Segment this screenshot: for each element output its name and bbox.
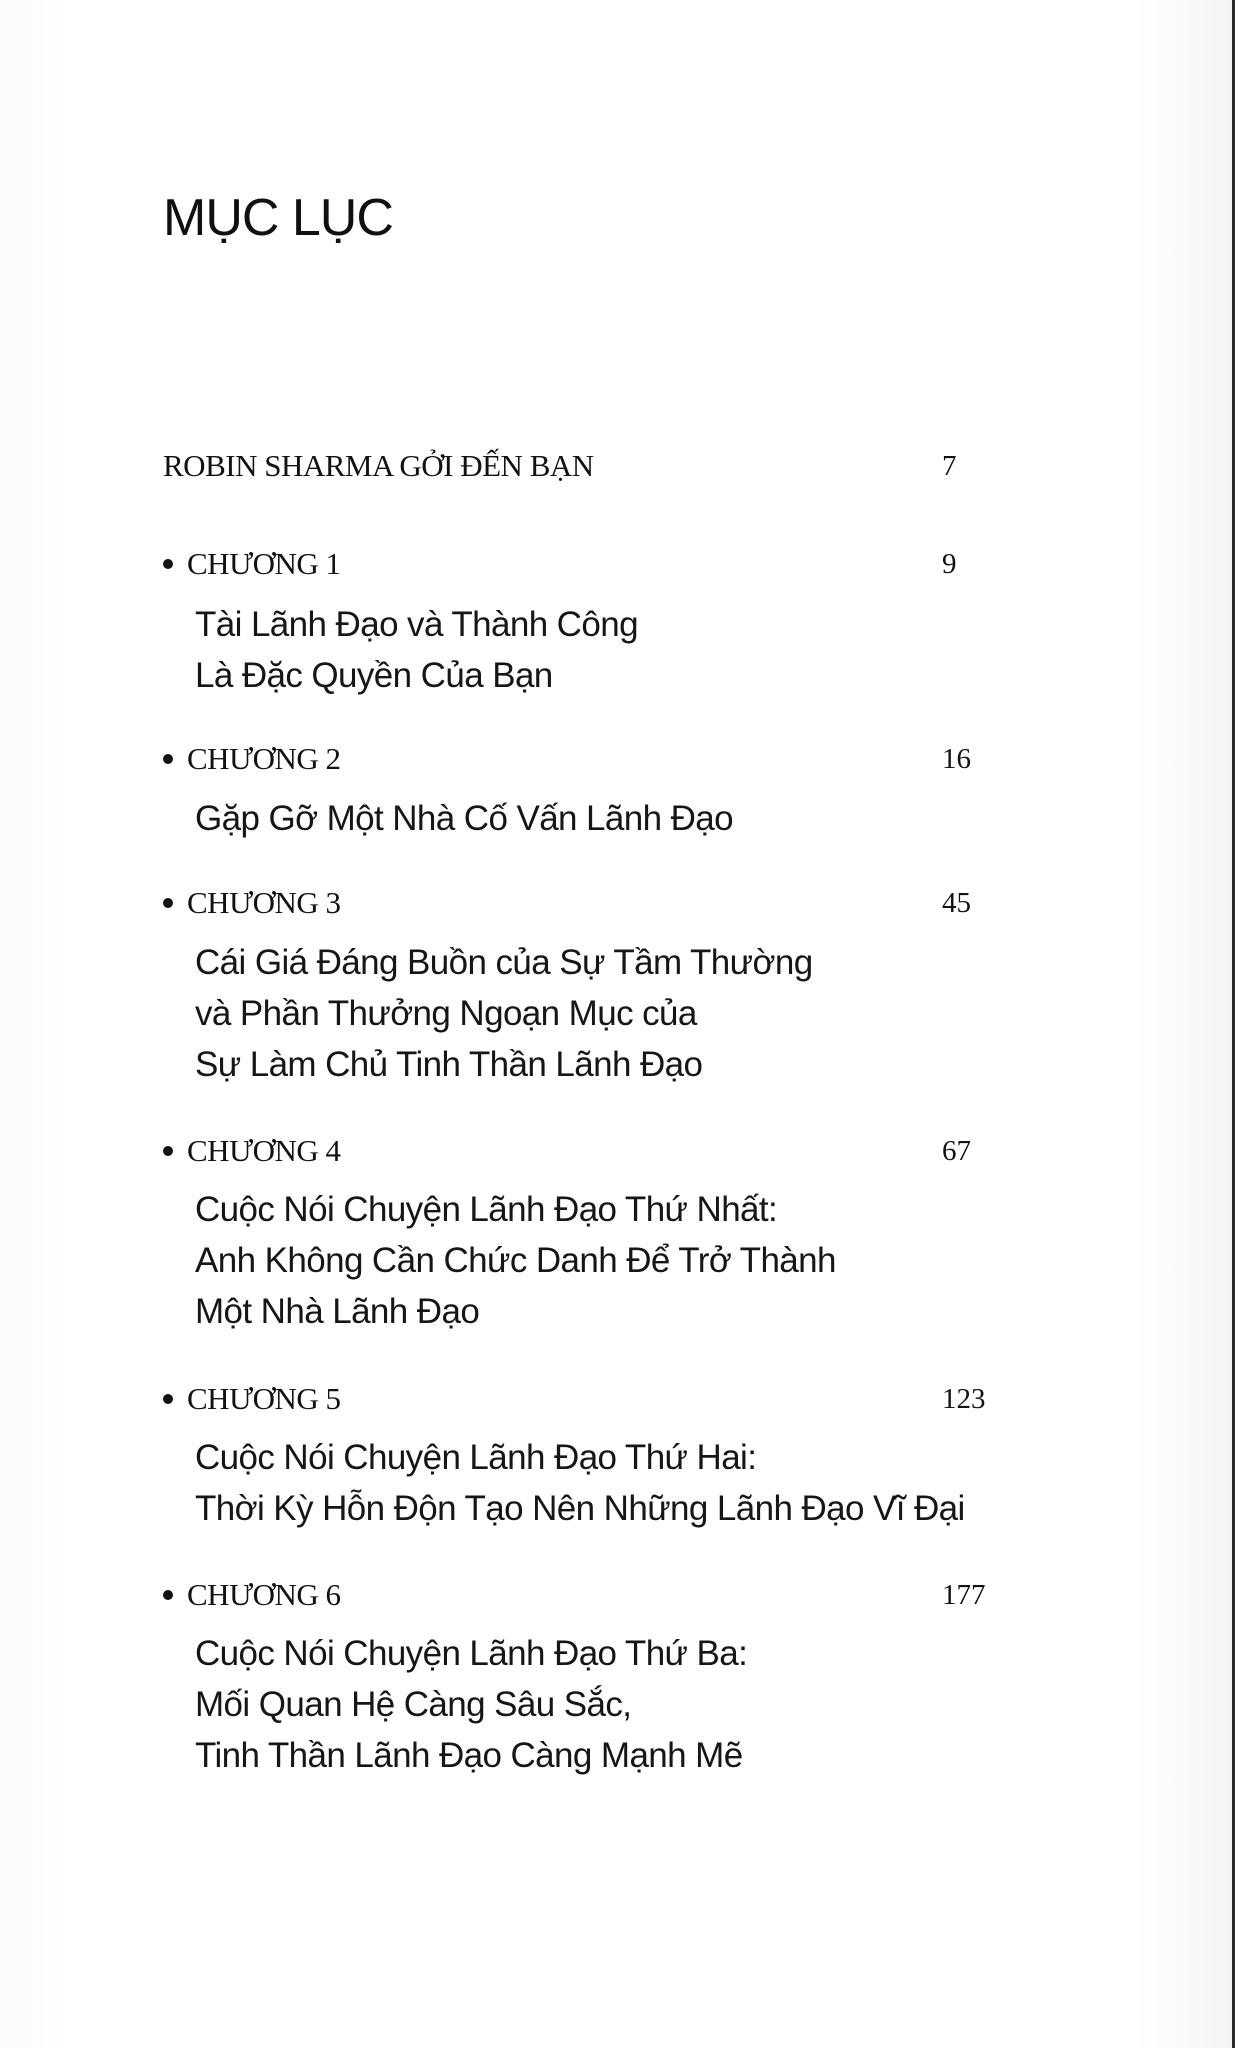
bullet-icon: [163, 898, 173, 908]
toc-intro-page: 7: [942, 450, 957, 482]
page-title: MỤC LỤC: [163, 189, 393, 247]
toc-chapter-5-page: 123: [942, 1383, 986, 1415]
bullet-icon: [163, 559, 173, 569]
toc-chapter-6-page: 177: [942, 1579, 986, 1611]
toc-chapter-2-title: Gặp Gỡ Một Nhà Cố Vấn Lãnh Đạo: [195, 799, 734, 838]
toc-chapter-3-title: Cái Giá Đáng Buồn của Sự Tầm Thường và Phần Thưởng Ngoạn Mục của Sự Làm Chủ Tinh Thần Lãnh Đạo: [195, 943, 813, 1084]
toc-chapter-2-label: CHƯƠNG 2: [163, 741, 341, 777]
toc-chapter-2-page: 16: [942, 743, 971, 775]
toc-chapter-1-page: 9: [942, 548, 957, 580]
bullet-icon: [163, 1590, 173, 1600]
bullet-icon: [163, 754, 173, 764]
toc-chapter-3-label: CHƯƠNG 3: [163, 885, 341, 921]
toc-chapter-5-title: Cuộc Nói Chuyện Lãnh Đạo Thứ Hai: Thời Kỳ Hỗn Độn Tạo Nên Những Lãnh Đạo Vĩ Đại: [195, 1438, 965, 1528]
toc-chapter-6-label: CHƯƠNG 6: [163, 1577, 341, 1613]
toc-chapter-1-label: CHƯƠNG 1: [163, 546, 341, 582]
toc-intro-label: ROBIN SHARMA GỞI ĐẾN BẠN: [163, 448, 594, 483]
toc-chapter-6-title: Cuộc Nói Chuyện Lãnh Đạo Thứ Ba: Mối Quan Hệ Càng Sâu Sắc, Tinh Thần Lãnh Đạo Càng Mạnh Mẽ: [195, 1634, 748, 1775]
toc-chapter-3-page: 45: [942, 887, 971, 919]
bullet-icon: [163, 1394, 173, 1404]
toc-chapter-4-page: 67: [942, 1135, 971, 1167]
toc-chapter-4-title: Cuộc Nói Chuyện Lãnh Đạo Thứ Nhất: Anh Không Cần Chức Danh Để Trở Thành Một Nhà Lãnh Đạo: [195, 1190, 836, 1331]
toc-chapter-1-title: Tài Lãnh Đạo và Thành Công Là Đặc Quyền Của Bạn: [195, 605, 638, 695]
bullet-icon: [163, 1146, 173, 1156]
toc-chapter-4-label: CHƯƠNG 4: [163, 1133, 341, 1169]
toc-chapter-5-label: CHƯƠNG 5: [163, 1381, 341, 1417]
